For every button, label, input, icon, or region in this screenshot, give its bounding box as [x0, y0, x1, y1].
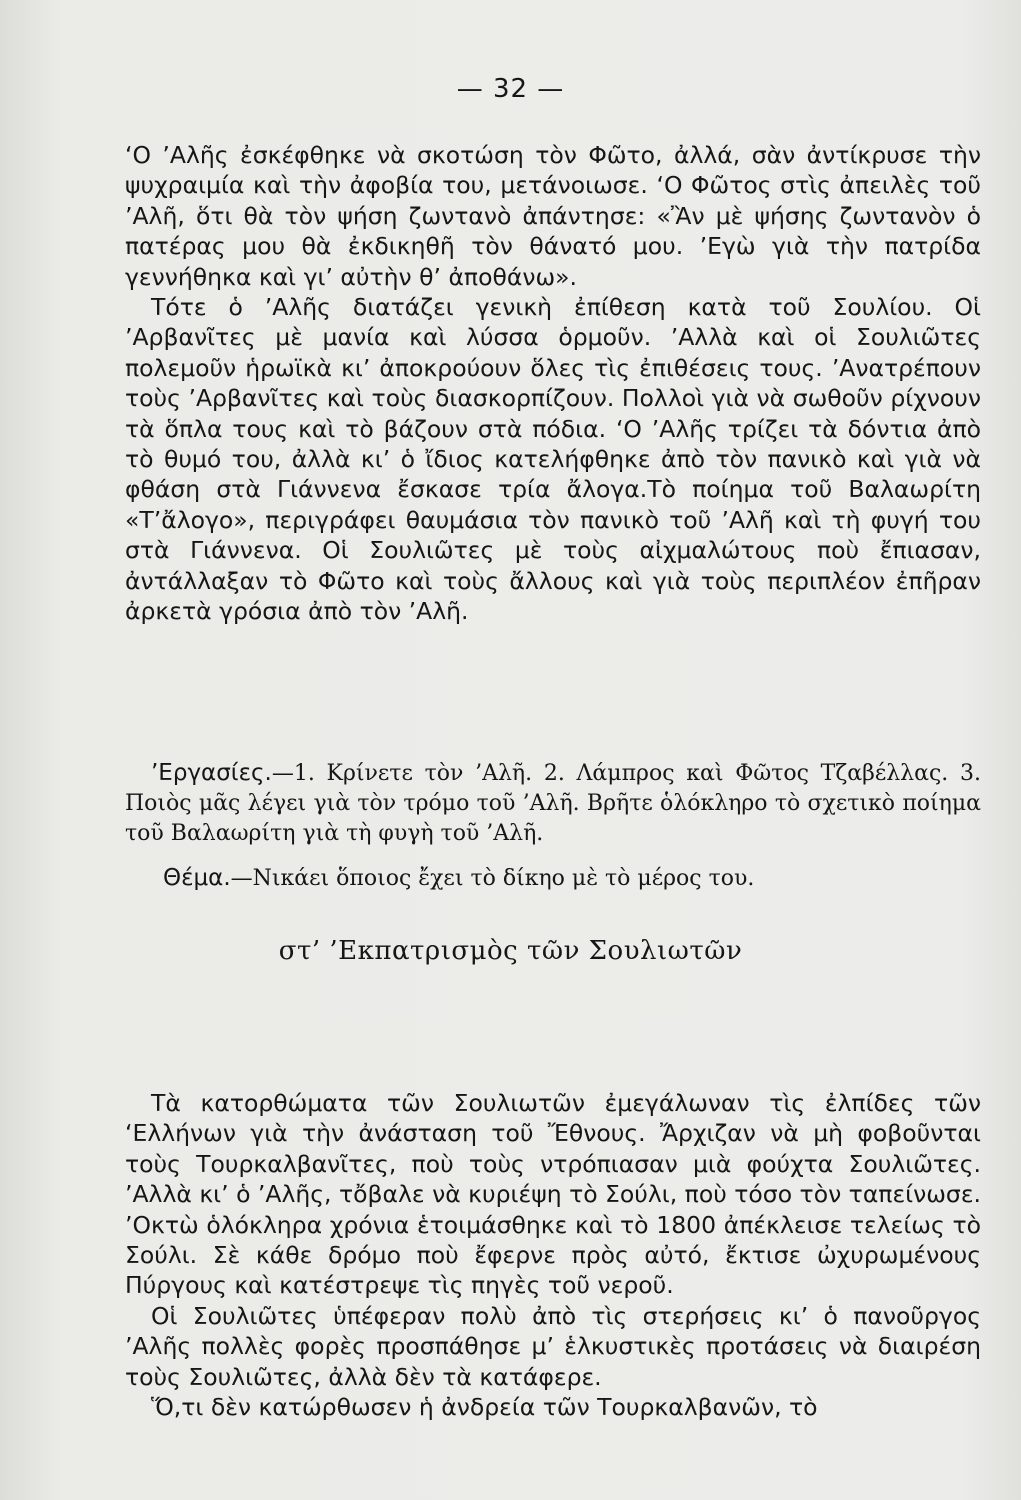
section-two-text: [125, 1088, 981, 1422]
paragraph: Ὅ,τι δὲν κατώρθωσεν ἡ ἀνδρεία τῶν Τουρκαλβανῶν, τὸ: [151, 1393, 818, 1422]
page-number: — 32 —: [456, 74, 565, 104]
exercises-text: —1. Κρίνετε τὸν ’Αλῆ. 2. Λάμπρος καὶ Φῶτος Τζαβέλλας. 3. Ποιὸς μᾶς λέγει γιὰ τὸν τρόμο τοῦ ’Αλῆ. Βρῆτε ὁλόκληρο τὸ σχετικὸ ποίημα τοῦ Βαλαωρίτη γιὰ τὴ φυγὴ τοῦ ’Αλῆ.: [125, 761, 981, 846]
theme-paragraph: [125, 863, 981, 894]
paragraph: Τότε ὁ ’Αλῆς διατάζει γενικὴ ἐπίθεση κατὰ τοῦ Σουλίου. Οἱ ’Αρβανῖτες μὲ μανία καὶ λύσσα ὁρμοῦν. ’Αλλὰ καὶ οἱ Σουλιῶτες πολεμοῦν ἡρωϊκὰ κι’ ἀποκρούουν ὅλες τὶς ἐπιθέσεις τους. ’Ανατρέπουν τοὺς ’Αρβανῖτες καὶ τοὺς διασκορπίζουν. Πολλοὶ γιὰ νὰ σωθοῦν ρίχνουν τὰ ὅπλα τους καὶ τὸ βάζουν στὰ πόδια. ‘Ο ’Αλῆς τρίζει τὰ δόντια ἀπὸ τὸ θυμό του, ἀλλὰ κι’ ὁ ἴδιος κατελήφθηκε ἀπὸ τὸν πανικὸ καὶ γιὰ νὰ φθάση στὰ Γιάννενα ἔσκασε τρία ἄλογα.Τὸ ποίημα τοῦ Βαλαωρίτη «Τ’ἄλογο», περιγράφει θαυμάσια τὸν πανικὸ τοῦ ’Αλῆ καὶ τὴ φυγή του στὰ Γιάννενα. Οἱ Σουλιῶτες μὲ τοὺς αἰχμαλώτους ποὺ ἔπιασαν, ἀντάλλαξαν τὸ Φῶτο καὶ τοὺς ἄλλους καὶ γιὰ τοὺς περιπλέον ἐπῆραν ἀρκετὰ γρόσια ἀπὸ τὸν ’Αλῆ.: [125, 293, 981, 626]
section-one-text: [125, 140, 981, 627]
theme-text: —Νικάει ὅποιος ἔχει τὸ δίκηο μὲ τὸ μέρος του.: [230, 866, 755, 891]
section-heading: στ’ ’Εκπατρισμὸς τῶν Σουλιωτῶν: [278, 936, 743, 966]
paragraph: ‘Ο ’Αλῆς ἐσκέφθηκε νὰ σκοτώση τὸν Φῶτο, ἀλλά, σὰν ἀντίκρυσε τὴν ψυχραιμία καὶ τὴν ἀφοβία του, μετάνοιωσε. ‘Ο Φῶτος στὶς ἀπειλὲς τοῦ ’Αλῆ, ὅτι θὰ τὸν ψήση ζωντανὸ ἀπάντησε: «Ἂν μὲ ψήσης ζωντανὸν ὁ πατέρας μου θὰ ἐκδικηθῆ τὸν θάνατό μου. ’Εγὼ γιὰ τὴν πατρίδα γεννήθηκα καὶ γι’ αὐτὴν θ’ ἀποθάνω».: [125, 141, 981, 291]
exercises-paragraph: [125, 758, 981, 849]
exercises-block: [125, 758, 981, 894]
theme-label: Θέμα.: [163, 865, 231, 891]
exercises-label: ’Εργασίες.: [151, 760, 272, 786]
paragraph: Τὰ κατορθώματα τῶν Σουλιωτῶν ἐμεγάλωναν τὶς ἐλπίδες τῶν ‘Ελλήνων γιὰ τὴν ἀνάσταση τοῦ Ἔθνους. Ἄρχιζαν νὰ μὴ φοβοῦνται τοὺς Τουρκαλβανῖτες, ποὺ τοὺς ντρόπιασαν μιὰ φούχτα Σουλιῶτες. ’Αλλὰ κι’ ὁ ’Αλῆς, τὄβαλε νὰ κυριέψη τὸ Σούλι, ποὺ τόσο τὸν ταπείνωσε. ’Οκτὼ ὁλόκληρα χρόνια ἑτοιμάσθηκε καὶ τὸ 1800 ἀπέκλεισε τελείως τὸ Σούλι. Σὲ κάθε δρόμο ποὺ ἔφερνε πρὸς αὐτό, ἔκτισε ὠχυρωμένους Πύργους καὶ κατέστρεψε τὶς πηγὲς τοῦ νεροῦ.: [125, 1089, 981, 1300]
paragraph: Οἱ Σουλιῶτες ὑπέφεραν πολὺ ἀπὸ τὶς στερήσεις κι’ ὁ πανοῦργος ’Αλῆς πολλὲς φορὲς προσπάθησε μ’ ἑλκυστικὲς προτάσεις νὰ διαιρέση τοὺς Σουλιῶτες, ἀλλὰ δὲν τὰ κατάφερε.: [125, 1301, 981, 1391]
